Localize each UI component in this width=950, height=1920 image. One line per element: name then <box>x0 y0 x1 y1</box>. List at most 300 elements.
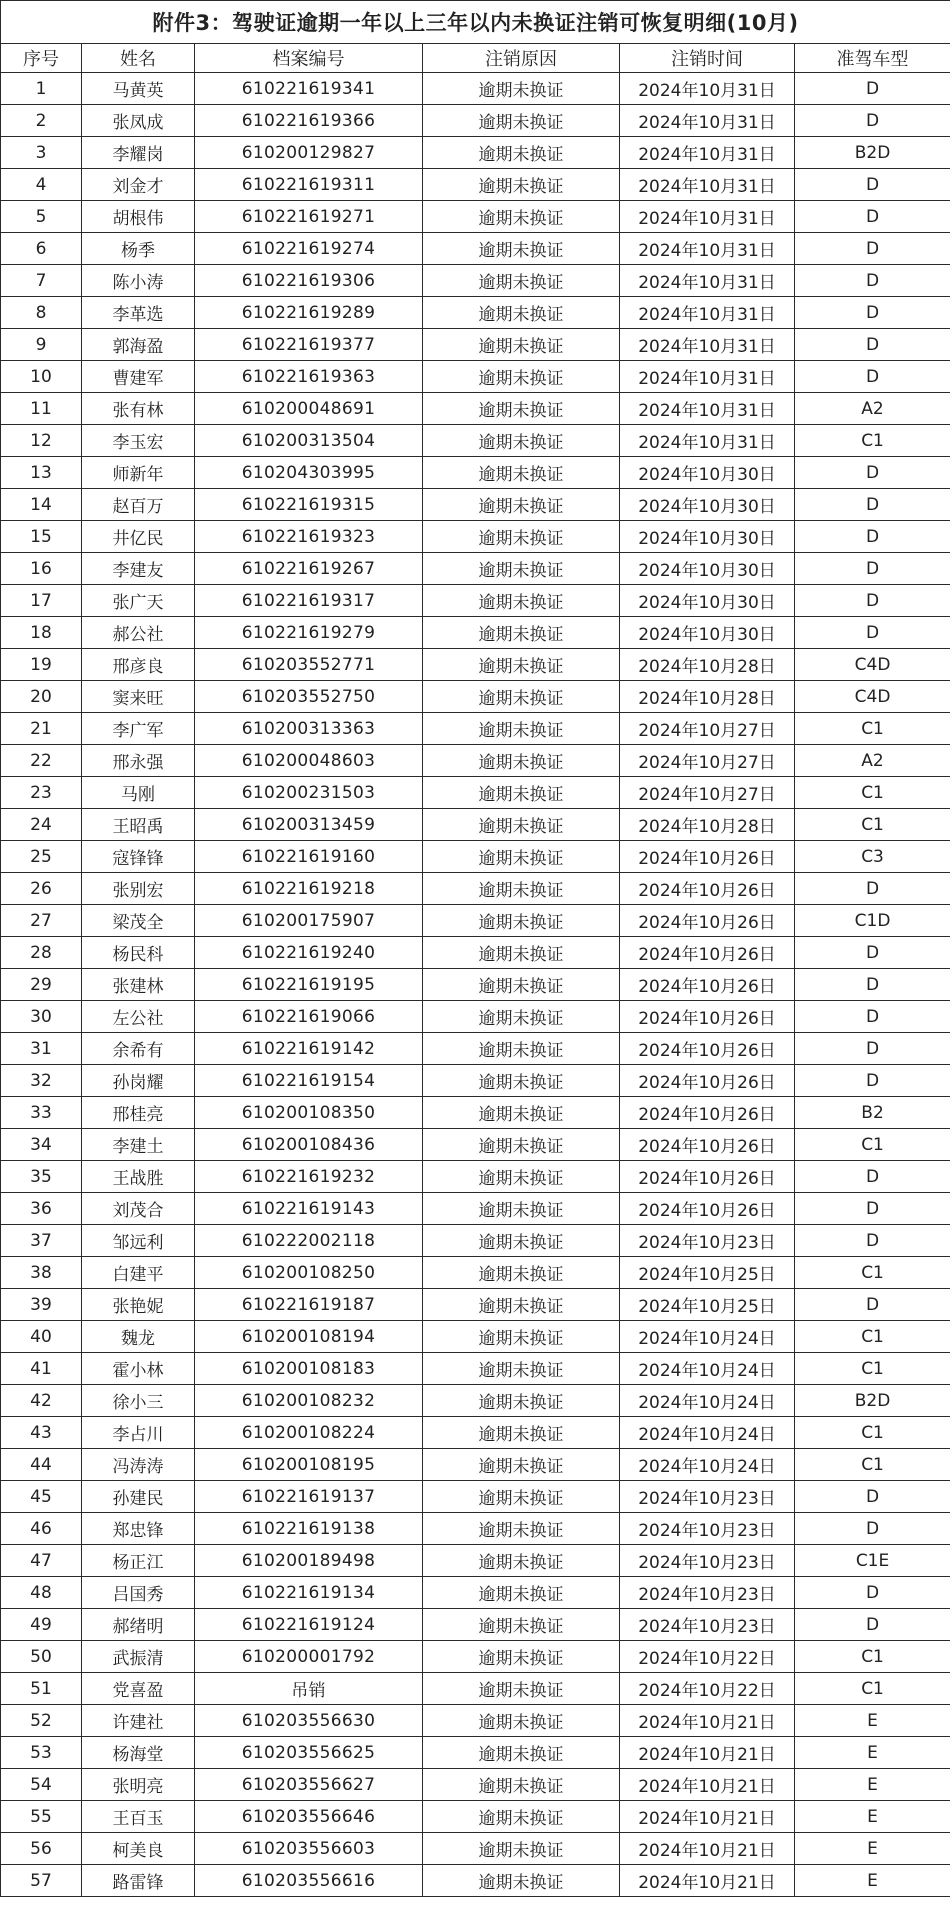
cancel-reason-cell[interactable]: 逾期未换证 <box>423 809 620 841</box>
cancel-reason-cell[interactable]: 逾期未换证 <box>423 969 620 1001</box>
name-cell[interactable]: 武振清 <box>82 1641 195 1673</box>
cancel-date-cell[interactable]: 2024年10月31日 <box>620 105 795 137</box>
license-class-cell[interactable]: D <box>795 937 950 969</box>
file-number-cell[interactable]: 610221619066 <box>195 1001 423 1033</box>
cancel-date-cell[interactable]: 2024年10月31日 <box>620 297 795 329</box>
license-class-cell[interactable]: D <box>795 73 950 105</box>
cancel-date-cell[interactable]: 2024年10月23日 <box>620 1609 795 1641</box>
cancel-date-cell[interactable]: 2024年10月22日 <box>620 1641 795 1673</box>
cancel-date-cell[interactable]: 2024年10月31日 <box>620 361 795 393</box>
cancel-reason-cell[interactable]: 逾期未换证 <box>423 1865 620 1897</box>
name-cell[interactable]: 孙建民 <box>82 1481 195 1513</box>
row-number-cell[interactable]: 39 <box>1 1289 82 1321</box>
cancel-reason-cell[interactable]: 逾期未换证 <box>423 1033 620 1065</box>
cancel-reason-cell[interactable]: 逾期未换证 <box>423 457 620 489</box>
cancel-date-cell[interactable]: 2024年10月30日 <box>620 489 795 521</box>
license-class-cell[interactable]: D <box>795 201 950 233</box>
file-number-cell[interactable]: 610221619124 <box>195 1609 423 1641</box>
file-number-cell[interactable]: 610221619279 <box>195 617 423 649</box>
cancel-date-cell[interactable]: 2024年10月26日 <box>620 1161 795 1193</box>
header-cell-no[interactable]: 序号 <box>1 44 82 73</box>
cancel-reason-cell[interactable]: 逾期未换证 <box>423 553 620 585</box>
file-number-cell[interactable]: 610221619377 <box>195 329 423 361</box>
name-cell[interactable]: 刘金才 <box>82 169 195 201</box>
name-cell[interactable]: 左公社 <box>82 1001 195 1033</box>
row-number-cell[interactable]: 17 <box>1 585 82 617</box>
row-number-cell[interactable]: 23 <box>1 777 82 809</box>
cancel-reason-cell[interactable]: 逾期未换证 <box>423 1673 620 1705</box>
row-number-cell[interactable]: 57 <box>1 1865 82 1897</box>
table-title[interactable]: 附件3：驾驶证逾期一年以上三年以内未换证注销可恢复明细(10月) <box>1 1 950 44</box>
row-number-cell[interactable]: 33 <box>1 1097 82 1129</box>
name-cell[interactable]: 王百玉 <box>82 1801 195 1833</box>
cancel-reason-cell[interactable]: 逾期未换证 <box>423 873 620 905</box>
cancel-reason-cell[interactable]: 逾期未换证 <box>423 169 620 201</box>
name-cell[interactable]: 邹远利 <box>82 1225 195 1257</box>
name-cell[interactable]: 杨民科 <box>82 937 195 969</box>
license-class-cell[interactable]: A2 <box>795 745 950 777</box>
row-number-cell[interactable]: 8 <box>1 297 82 329</box>
cancel-date-cell[interactable]: 2024年10月24日 <box>620 1321 795 1353</box>
cancel-date-cell[interactable]: 2024年10月31日 <box>620 201 795 233</box>
file-number-cell[interactable]: 610221619306 <box>195 265 423 297</box>
name-cell[interactable]: 王昭禹 <box>82 809 195 841</box>
row-number-cell[interactable]: 13 <box>1 457 82 489</box>
cancel-reason-cell[interactable]: 逾期未换证 <box>423 1225 620 1257</box>
name-cell[interactable]: 张凤成 <box>82 105 195 137</box>
name-cell[interactable]: 张有林 <box>82 393 195 425</box>
license-class-cell[interactable]: D <box>795 265 950 297</box>
row-number-cell[interactable]: 30 <box>1 1001 82 1033</box>
name-cell[interactable]: 张别宏 <box>82 873 195 905</box>
cancel-date-cell[interactable]: 2024年10月25日 <box>620 1257 795 1289</box>
row-number-cell[interactable]: 19 <box>1 649 82 681</box>
cancel-reason-cell[interactable]: 逾期未换证 <box>423 937 620 969</box>
file-number-cell[interactable]: 610200108224 <box>195 1417 423 1449</box>
header-cell-file-no[interactable]: 档案编号 <box>195 44 423 73</box>
cancel-reason-cell[interactable]: 逾期未换证 <box>423 105 620 137</box>
cancel-reason-cell[interactable]: 逾期未换证 <box>423 1801 620 1833</box>
cancel-reason-cell[interactable]: 逾期未换证 <box>423 713 620 745</box>
cancel-date-cell[interactable]: 2024年10月31日 <box>620 169 795 201</box>
cancel-date-cell[interactable]: 2024年10月26日 <box>620 1033 795 1065</box>
row-number-cell[interactable]: 34 <box>1 1129 82 1161</box>
file-number-cell[interactable]: 610221619232 <box>195 1161 423 1193</box>
cancel-reason-cell[interactable]: 逾期未换证 <box>423 521 620 553</box>
cancel-reason-cell[interactable]: 逾期未换证 <box>423 1737 620 1769</box>
license-class-cell[interactable]: D <box>795 1577 950 1609</box>
cancel-reason-cell[interactable]: 逾期未换证 <box>423 1769 620 1801</box>
name-cell[interactable]: 张广天 <box>82 585 195 617</box>
license-class-cell[interactable]: D <box>795 489 950 521</box>
cancel-date-cell[interactable]: 2024年10月21日 <box>620 1737 795 1769</box>
license-class-cell[interactable]: A2 <box>795 393 950 425</box>
row-number-cell[interactable]: 18 <box>1 617 82 649</box>
name-cell[interactable]: 胡根伟 <box>82 201 195 233</box>
cancel-reason-cell[interactable]: 逾期未换证 <box>423 1449 620 1481</box>
license-class-cell[interactable]: D <box>795 1033 950 1065</box>
file-number-cell[interactable]: 610221619315 <box>195 489 423 521</box>
cancel-reason-cell[interactable]: 逾期未换证 <box>423 1833 620 1865</box>
cancel-date-cell[interactable]: 2024年10月31日 <box>620 329 795 361</box>
file-number-cell[interactable]: 610203556646 <box>195 1801 423 1833</box>
cancel-date-cell[interactable]: 2024年10月21日 <box>620 1801 795 1833</box>
cancel-reason-cell[interactable]: 逾期未换证 <box>423 617 620 649</box>
file-number-cell[interactable]: 610203556616 <box>195 1865 423 1897</box>
cancel-date-cell[interactable]: 2024年10月27日 <box>620 745 795 777</box>
file-number-cell[interactable]: 610200108350 <box>195 1097 423 1129</box>
license-class-cell[interactable]: D <box>795 297 950 329</box>
row-number-cell[interactable]: 35 <box>1 1161 82 1193</box>
cancel-reason-cell[interactable]: 逾期未换证 <box>423 649 620 681</box>
cancel-date-cell[interactable]: 2024年10月26日 <box>620 1129 795 1161</box>
file-number-cell[interactable]: 610221619289 <box>195 297 423 329</box>
row-number-cell[interactable]: 27 <box>1 905 82 937</box>
cancel-date-cell[interactable]: 2024年10月28日 <box>620 681 795 713</box>
cancel-reason-cell[interactable]: 逾期未换证 <box>423 329 620 361</box>
cancel-date-cell[interactable]: 2024年10月25日 <box>620 1289 795 1321</box>
name-cell[interactable]: 窦来旺 <box>82 681 195 713</box>
file-number-cell[interactable]: 610221619317 <box>195 585 423 617</box>
row-number-cell[interactable]: 28 <box>1 937 82 969</box>
cancel-reason-cell[interactable]: 逾期未换证 <box>423 265 620 297</box>
name-cell[interactable]: 李建友 <box>82 553 195 585</box>
row-number-cell[interactable]: 43 <box>1 1417 82 1449</box>
file-number-cell[interactable]: 610221619323 <box>195 521 423 553</box>
file-number-cell[interactable]: 610221619187 <box>195 1289 423 1321</box>
name-cell[interactable]: 李建土 <box>82 1129 195 1161</box>
name-cell[interactable]: 郭海盈 <box>82 329 195 361</box>
cancel-date-cell[interactable]: 2024年10月23日 <box>620 1481 795 1513</box>
cancel-reason-cell[interactable]: 逾期未换证 <box>423 1705 620 1737</box>
license-class-cell[interactable]: B2D <box>795 1385 950 1417</box>
cancel-reason-cell[interactable]: 逾期未换证 <box>423 425 620 457</box>
name-cell[interactable]: 刘茂合 <box>82 1193 195 1225</box>
license-class-cell[interactable]: D <box>795 521 950 553</box>
license-class-cell[interactable]: C1 <box>795 425 950 457</box>
cancel-reason-cell[interactable]: 逾期未换证 <box>423 489 620 521</box>
file-number-cell[interactable]: 610203552750 <box>195 681 423 713</box>
file-number-cell[interactable]: 610200108232 <box>195 1385 423 1417</box>
file-number-cell[interactable]: 610221619366 <box>195 105 423 137</box>
name-cell[interactable]: 赵百万 <box>82 489 195 521</box>
file-number-cell[interactable]: 610221619311 <box>195 169 423 201</box>
file-number-cell[interactable]: 610200175907 <box>195 905 423 937</box>
cancel-reason-cell[interactable]: 逾期未换证 <box>423 1257 620 1289</box>
cancel-date-cell[interactable]: 2024年10月28日 <box>620 809 795 841</box>
license-class-cell[interactable]: C1 <box>795 1641 950 1673</box>
file-number-cell[interactable]: 610200129827 <box>195 137 423 169</box>
name-cell[interactable]: 邢桂亮 <box>82 1097 195 1129</box>
file-number-cell[interactable]: 610200189498 <box>195 1545 423 1577</box>
name-cell[interactable]: 王战胜 <box>82 1161 195 1193</box>
name-cell[interactable]: 霍小林 <box>82 1353 195 1385</box>
cancel-reason-cell[interactable]: 逾期未换证 <box>423 681 620 713</box>
cancel-reason-cell[interactable]: 逾期未换证 <box>423 233 620 265</box>
license-class-cell[interactable]: D <box>795 1513 950 1545</box>
row-number-cell[interactable]: 55 <box>1 1801 82 1833</box>
row-number-cell[interactable]: 10 <box>1 361 82 393</box>
file-number-cell[interactable]: 610221619138 <box>195 1513 423 1545</box>
row-number-cell[interactable]: 44 <box>1 1449 82 1481</box>
name-cell[interactable]: 李占川 <box>82 1417 195 1449</box>
cancel-reason-cell[interactable]: 逾期未换证 <box>423 1641 620 1673</box>
cancel-date-cell[interactable]: 2024年10月21日 <box>620 1769 795 1801</box>
row-number-cell[interactable]: 38 <box>1 1257 82 1289</box>
file-number-cell[interactable]: 610200048691 <box>195 393 423 425</box>
cancel-date-cell[interactable]: 2024年10月22日 <box>620 1673 795 1705</box>
file-number-cell[interactable]: 610203556627 <box>195 1769 423 1801</box>
cancel-reason-cell[interactable]: 逾期未换证 <box>423 137 620 169</box>
header-cell-reason[interactable]: 注销原因 <box>423 44 620 73</box>
file-number-cell[interactable]: 610221619267 <box>195 553 423 585</box>
cancel-reason-cell[interactable]: 逾期未换证 <box>423 1545 620 1577</box>
name-cell[interactable]: 冯涛涛 <box>82 1449 195 1481</box>
file-number-cell[interactable]: 610203552771 <box>195 649 423 681</box>
cancel-reason-cell[interactable]: 逾期未换证 <box>423 1129 620 1161</box>
row-number-cell[interactable]: 11 <box>1 393 82 425</box>
license-class-cell[interactable]: D <box>795 1289 950 1321</box>
cancel-date-cell[interactable]: 2024年10月26日 <box>620 1065 795 1097</box>
name-cell[interactable]: 梁茂全 <box>82 905 195 937</box>
cancel-reason-cell[interactable]: 逾期未换证 <box>423 1161 620 1193</box>
row-number-cell[interactable]: 48 <box>1 1577 82 1609</box>
cancel-date-cell[interactable]: 2024年10月23日 <box>620 1577 795 1609</box>
cancel-date-cell[interactable]: 2024年10月30日 <box>620 617 795 649</box>
cancel-date-cell[interactable]: 2024年10月21日 <box>620 1865 795 1897</box>
cancel-date-cell[interactable]: 2024年10月21日 <box>620 1833 795 1865</box>
cancel-date-cell[interactable]: 2024年10月30日 <box>620 585 795 617</box>
license-class-cell[interactable]: C1E <box>795 1545 950 1577</box>
cancel-reason-cell[interactable]: 逾期未换证 <box>423 201 620 233</box>
row-number-cell[interactable]: 45 <box>1 1481 82 1513</box>
cancel-date-cell[interactable]: 2024年10月26日 <box>620 1001 795 1033</box>
row-number-cell[interactable]: 50 <box>1 1641 82 1673</box>
file-number-cell[interactable]: 610203556630 <box>195 1705 423 1737</box>
file-number-cell[interactable]: 610203556603 <box>195 1833 423 1865</box>
cancel-reason-cell[interactable]: 逾期未换证 <box>423 1609 620 1641</box>
cancel-reason-cell[interactable]: 逾期未换证 <box>423 1097 620 1129</box>
row-number-cell[interactable]: 53 <box>1 1737 82 1769</box>
name-cell[interactable]: 李革选 <box>82 297 195 329</box>
row-number-cell[interactable]: 40 <box>1 1321 82 1353</box>
cancel-date-cell[interactable]: 2024年10月26日 <box>620 873 795 905</box>
name-cell[interactable]: 徐小三 <box>82 1385 195 1417</box>
row-number-cell[interactable]: 9 <box>1 329 82 361</box>
row-number-cell[interactable]: 56 <box>1 1833 82 1865</box>
license-class-cell[interactable]: E <box>795 1705 950 1737</box>
file-number-cell[interactable]: 610221619154 <box>195 1065 423 1097</box>
license-class-cell[interactable]: D <box>795 617 950 649</box>
license-class-cell[interactable]: D <box>795 1225 950 1257</box>
file-number-cell[interactable]: 610221619134 <box>195 1577 423 1609</box>
license-class-cell[interactable]: D <box>795 105 950 137</box>
row-number-cell[interactable]: 36 <box>1 1193 82 1225</box>
cancel-reason-cell[interactable]: 逾期未换证 <box>423 1289 620 1321</box>
row-number-cell[interactable]: 6 <box>1 233 82 265</box>
cancel-reason-cell[interactable]: 逾期未换证 <box>423 905 620 937</box>
row-number-cell[interactable]: 3 <box>1 137 82 169</box>
cancel-date-cell[interactable]: 2024年10月31日 <box>620 425 795 457</box>
row-number-cell[interactable]: 1 <box>1 73 82 105</box>
cancel-reason-cell[interactable]: 逾期未换证 <box>423 361 620 393</box>
name-cell[interactable]: 郑忠锋 <box>82 1513 195 1545</box>
file-number-cell[interactable]: 610200313504 <box>195 425 423 457</box>
cancel-reason-cell[interactable]: 逾期未换证 <box>423 1353 620 1385</box>
cancel-date-cell[interactable]: 2024年10月30日 <box>620 553 795 585</box>
license-class-cell[interactable]: D <box>795 361 950 393</box>
license-class-cell[interactable]: D <box>795 873 950 905</box>
cancel-reason-cell[interactable]: 逾期未换证 <box>423 1577 620 1609</box>
name-cell[interactable]: 张明亮 <box>82 1769 195 1801</box>
file-number-cell[interactable]: 610221619195 <box>195 969 423 1001</box>
name-cell[interactable]: 魏龙 <box>82 1321 195 1353</box>
file-number-cell[interactable]: 610221619160 <box>195 841 423 873</box>
license-class-cell[interactable]: C1 <box>795 1353 950 1385</box>
cancel-date-cell[interactable]: 2024年10月24日 <box>620 1385 795 1417</box>
file-number-cell[interactable]: 610200001792 <box>195 1641 423 1673</box>
cancel-date-cell[interactable]: 2024年10月23日 <box>620 1225 795 1257</box>
row-number-cell[interactable]: 21 <box>1 713 82 745</box>
row-number-cell[interactable]: 32 <box>1 1065 82 1097</box>
row-number-cell[interactable]: 41 <box>1 1353 82 1385</box>
license-class-cell[interactable]: E <box>795 1801 950 1833</box>
license-class-cell[interactable]: C1 <box>795 1417 950 1449</box>
cancel-reason-cell[interactable]: 逾期未换证 <box>423 1001 620 1033</box>
header-cell-name[interactable]: 姓名 <box>82 44 195 73</box>
license-class-cell[interactable]: D <box>795 1161 950 1193</box>
license-class-cell[interactable]: D <box>795 1609 950 1641</box>
license-class-cell[interactable]: D <box>795 457 950 489</box>
license-class-cell[interactable]: D <box>795 969 950 1001</box>
row-number-cell[interactable]: 54 <box>1 1769 82 1801</box>
name-cell[interactable]: 柯美良 <box>82 1833 195 1865</box>
header-cell-class[interactable]: 准驾车型 <box>795 44 950 73</box>
cancel-date-cell[interactable]: 2024年10月31日 <box>620 233 795 265</box>
file-number-cell[interactable]: 610221619142 <box>195 1033 423 1065</box>
file-number-cell[interactable]: 610221619218 <box>195 873 423 905</box>
name-cell[interactable]: 寇锋锋 <box>82 841 195 873</box>
name-cell[interactable]: 路雷锋 <box>82 1865 195 1897</box>
row-number-cell[interactable]: 24 <box>1 809 82 841</box>
cancel-date-cell[interactable]: 2024年10月30日 <box>620 457 795 489</box>
row-number-cell[interactable]: 22 <box>1 745 82 777</box>
name-cell[interactable]: 邢永强 <box>82 745 195 777</box>
name-cell[interactable]: 杨正江 <box>82 1545 195 1577</box>
cancel-date-cell[interactable]: 2024年10月30日 <box>620 521 795 553</box>
name-cell[interactable]: 许建社 <box>82 1705 195 1737</box>
license-class-cell[interactable]: C3 <box>795 841 950 873</box>
name-cell[interactable]: 陈小涛 <box>82 265 195 297</box>
row-number-cell[interactable]: 47 <box>1 1545 82 1577</box>
cancel-reason-cell[interactable]: 逾期未换证 <box>423 1065 620 1097</box>
license-class-cell[interactable]: C4D <box>795 681 950 713</box>
row-number-cell[interactable]: 31 <box>1 1033 82 1065</box>
file-number-cell[interactable]: 610221619240 <box>195 937 423 969</box>
license-class-cell[interactable]: C1 <box>795 1129 950 1161</box>
name-cell[interactable]: 张艳妮 <box>82 1289 195 1321</box>
cancel-date-cell[interactable]: 2024年10月26日 <box>620 969 795 1001</box>
cancel-date-cell[interactable]: 2024年10月26日 <box>620 937 795 969</box>
name-cell[interactable]: 师新年 <box>82 457 195 489</box>
license-class-cell[interactable]: C1 <box>795 713 950 745</box>
row-number-cell[interactable]: 14 <box>1 489 82 521</box>
license-class-cell[interactable]: C1 <box>795 809 950 841</box>
cancel-reason-cell[interactable]: 逾期未换证 <box>423 745 620 777</box>
cancel-date-cell[interactable]: 2024年10月21日 <box>620 1705 795 1737</box>
license-class-cell[interactable]: D <box>795 1481 950 1513</box>
file-number-cell[interactable]: 吊销 <box>195 1673 423 1705</box>
row-number-cell[interactable]: 2 <box>1 105 82 137</box>
header-cell-date[interactable]: 注销时间 <box>620 44 795 73</box>
cancel-date-cell[interactable]: 2024年10月31日 <box>620 73 795 105</box>
name-cell[interactable]: 杨海堂 <box>82 1737 195 1769</box>
file-number-cell[interactable]: 610200048603 <box>195 745 423 777</box>
license-class-cell[interactable]: E <box>795 1865 950 1897</box>
cancel-date-cell[interactable]: 2024年10月27日 <box>620 713 795 745</box>
cancel-reason-cell[interactable]: 逾期未换证 <box>423 393 620 425</box>
cancel-reason-cell[interactable]: 逾期未换证 <box>423 1417 620 1449</box>
name-cell[interactable]: 余希有 <box>82 1033 195 1065</box>
name-cell[interactable]: 马黄英 <box>82 73 195 105</box>
file-number-cell[interactable]: 610221619363 <box>195 361 423 393</box>
license-class-cell[interactable]: D <box>795 553 950 585</box>
license-class-cell[interactable]: C1D <box>795 905 950 937</box>
cancel-date-cell[interactable]: 2024年10月24日 <box>620 1417 795 1449</box>
file-number-cell[interactable]: 610204303995 <box>195 457 423 489</box>
file-number-cell[interactable]: 610221619271 <box>195 201 423 233</box>
cancel-reason-cell[interactable]: 逾期未换证 <box>423 585 620 617</box>
cancel-date-cell[interactable]: 2024年10月26日 <box>620 1097 795 1129</box>
cancel-date-cell[interactable]: 2024年10月28日 <box>620 649 795 681</box>
row-number-cell[interactable]: 52 <box>1 1705 82 1737</box>
row-number-cell[interactable]: 4 <box>1 169 82 201</box>
license-class-cell[interactable]: D <box>795 1065 950 1097</box>
file-number-cell[interactable]: 610221619143 <box>195 1193 423 1225</box>
file-number-cell[interactable]: 610200108436 <box>195 1129 423 1161</box>
name-cell[interactable]: 党喜盈 <box>82 1673 195 1705</box>
license-class-cell[interactable]: C1 <box>795 1321 950 1353</box>
license-class-cell[interactable]: B2 <box>795 1097 950 1129</box>
name-cell[interactable]: 邢彦良 <box>82 649 195 681</box>
cancel-reason-cell[interactable]: 逾期未换证 <box>423 1385 620 1417</box>
row-number-cell[interactable]: 7 <box>1 265 82 297</box>
cancel-date-cell[interactable]: 2024年10月26日 <box>620 841 795 873</box>
file-number-cell[interactable]: 610200108183 <box>195 1353 423 1385</box>
file-number-cell[interactable]: 610200108250 <box>195 1257 423 1289</box>
file-number-cell[interactable]: 610222002118 <box>195 1225 423 1257</box>
name-cell[interactable]: 孙岗耀 <box>82 1065 195 1097</box>
license-class-cell[interactable]: D <box>795 169 950 201</box>
row-number-cell[interactable]: 42 <box>1 1385 82 1417</box>
name-cell[interactable]: 李广军 <box>82 713 195 745</box>
cancel-date-cell[interactable]: 2024年10月31日 <box>620 265 795 297</box>
row-number-cell[interactable]: 37 <box>1 1225 82 1257</box>
row-number-cell[interactable]: 51 <box>1 1673 82 1705</box>
license-class-cell[interactable]: E <box>795 1833 950 1865</box>
cancel-reason-cell[interactable]: 逾期未换证 <box>423 297 620 329</box>
file-number-cell[interactable]: 610221619137 <box>195 1481 423 1513</box>
row-number-cell[interactable]: 26 <box>1 873 82 905</box>
file-number-cell[interactable]: 610221619341 <box>195 73 423 105</box>
row-number-cell[interactable]: 15 <box>1 521 82 553</box>
row-number-cell[interactable]: 20 <box>1 681 82 713</box>
license-class-cell[interactable]: C1 <box>795 777 950 809</box>
cancel-reason-cell[interactable]: 逾期未换证 <box>423 1321 620 1353</box>
cancel-date-cell[interactable]: 2024年10月23日 <box>620 1513 795 1545</box>
row-number-cell[interactable]: 5 <box>1 201 82 233</box>
cancel-date-cell[interactable]: 2024年10月31日 <box>620 393 795 425</box>
